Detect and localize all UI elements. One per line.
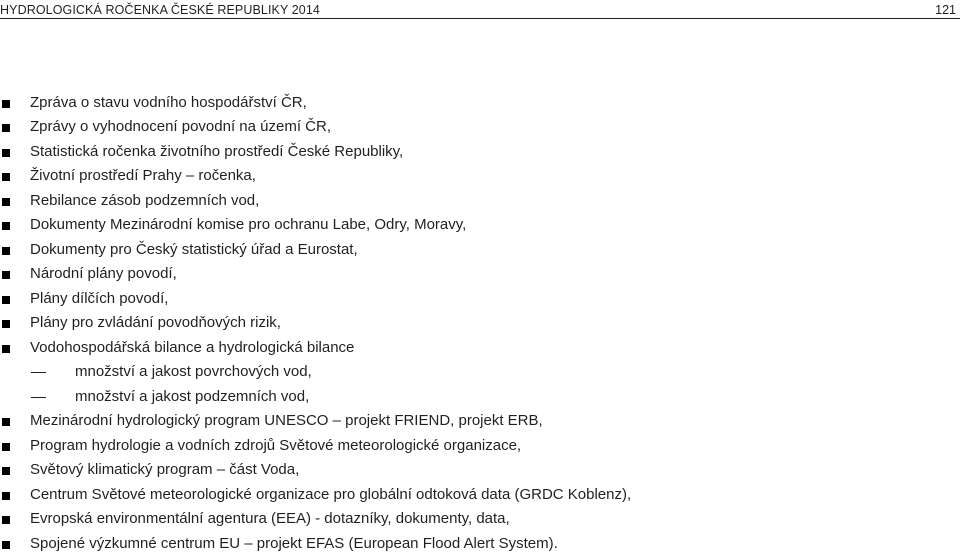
sub-list-item-text: množství a jakost podzemních vod, [75,387,310,405]
list-item-text: Plány pro zvládání povodňových rizik, [30,314,281,331]
square-bullet-icon [2,100,10,108]
list-item-text: Zpráva o stavu vodního hospodářství ČR, [30,93,307,111]
square-bullet-icon [2,516,10,524]
square-bullet-icon [2,271,10,279]
list-item-text: Dokumenty Mezinárodní komise pro ochranu Labe, Odry, Moravy, [30,216,467,233]
square-bullet-icon [2,222,10,230]
running-header-title: HYDROLOGICKÁ ROČENKA ČESKÉ REPUBLIKY 2014 [0,3,320,17]
list-item-text: Zprávy o vyhodnocení povodní na území ČR, [30,118,331,135]
list-item-text: Rebilance zásob podzemních vod, [30,191,260,209]
dash-bullet-icon [31,372,46,373]
list-item-text: Evropská environmentální agentura (EEA) - dotazníky, dokumenty, data, [30,510,510,527]
list-item-text: Mezinárodní hydrologický program UNESCO – projekt FRIEND, projekt ERB, [30,412,543,429]
sub-list-item-text: množství a jakost povrchových vod, [75,363,312,380]
square-bullet-icon [2,198,10,206]
list-item-text: Světový klimatický program – část Voda, [30,461,300,478]
list-item-text: Centrum Světové meteorologické organizace pro globální odtoková data (GRDC Koblenz), [30,485,632,503]
square-bullet-icon [2,124,10,132]
square-bullet-icon [2,345,10,353]
header-rule [0,18,960,19]
list-item-text: Plány dílčích povodí, [30,289,169,307]
dash-bullet-icon [31,397,46,398]
square-bullet-icon [2,296,10,304]
square-bullet-icon [2,443,10,451]
square-bullet-icon [2,247,10,255]
list-item-text: Dokumenty pro Český statistický úřad a Eurostat, [30,240,358,258]
list-item-text: Životní prostředí Prahy – ročenka, [30,167,256,184]
square-bullet-icon [2,541,10,549]
list-item-text: Statistická ročenka životního prostředí České Republiky, [30,142,404,160]
square-bullet-icon [2,149,10,157]
square-bullet-icon [2,418,10,426]
square-bullet-icon [2,320,10,328]
square-bullet-icon [2,492,10,500]
list-item-text: Spojené výzkumné centrum EU – projekt EFAS (European Flood Alert System). [30,534,558,552]
list-item-text: Vodohospodářská bilance a hydrologická bilance [30,338,355,356]
square-bullet-icon [2,467,10,475]
list-item-text: Program hydrologie a vodních zdrojů Světové meteorologické organizace, [30,436,522,454]
page-number: 121 [935,3,956,17]
square-bullet-icon [2,173,10,181]
list-item-text: Národní plány povodí, [30,265,177,282]
page-header [0,0,960,21]
